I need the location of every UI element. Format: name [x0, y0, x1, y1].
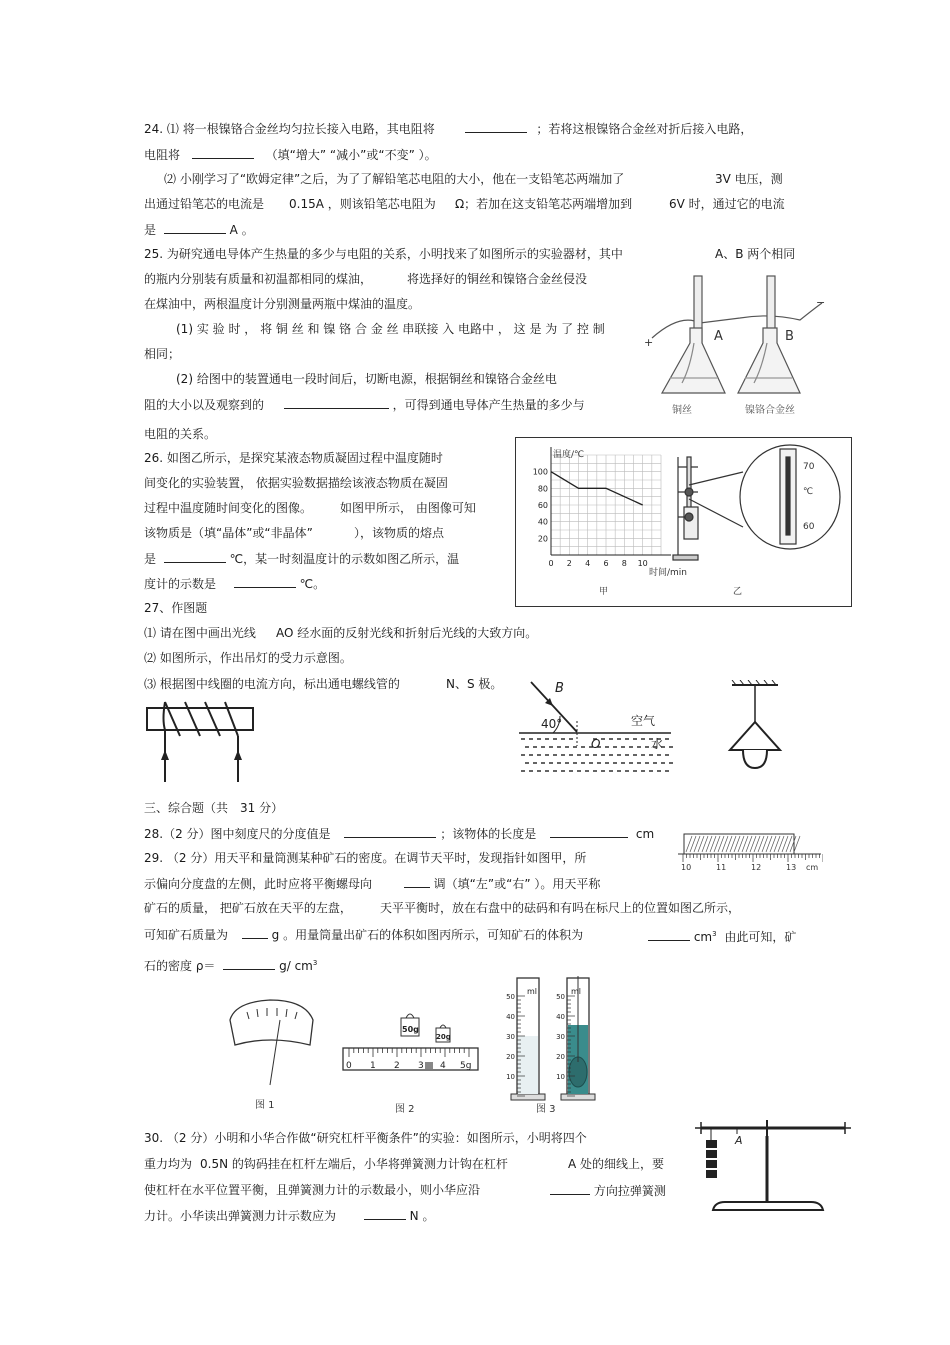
therm-tick-60: 60 [803, 522, 815, 532]
q27-line1-b: AO 经水面的反射光线和折射后光线的大致方向。 [276, 626, 538, 640]
scale-2: 2 [394, 1061, 400, 1071]
air-label: 空气 [631, 714, 656, 728]
y-tick-100: 100 [532, 467, 548, 477]
q30-blank-1[interactable] [550, 1182, 590, 1195]
q24-blank-1[interactable] [465, 120, 527, 133]
q24-line5: 是 A 。 [144, 223, 254, 237]
weight-50g: 50g [402, 1025, 419, 1034]
q26-line1: 26. 如图乙所示，是探究某液态物质凝固过程中温度随时 [144, 451, 443, 465]
y-tick-60: 60 [537, 501, 548, 510]
q24-blank-3[interactable] [164, 221, 226, 234]
caption-jia: 甲 [599, 587, 609, 597]
terminal-plus: + [644, 336, 654, 349]
q24-line1: 24. ⑴ 将一根镍铬合金丝均匀拉长接入电路，其电阻将 ；若将这根镍铬合金丝对折后接入电路， [144, 122, 753, 136]
q30-line3: 使杠杆在水平位置平衡，且弹簧测力计的示数最小，则小华应沿 [144, 1183, 481, 1197]
q26-line3-b: 如图甲所示， 由图像可知 [340, 501, 476, 515]
copper-wire-label: 铜丝 [672, 405, 692, 416]
lamp-figure [720, 680, 790, 776]
q29-line2: 示偏向分度盘的左侧，此时应将平衡螺母向 调（填“左”或“右” ）。用天平称 [144, 877, 601, 891]
solenoid-figure [140, 700, 260, 786]
cyl2-tick-10: 10 [556, 1073, 565, 1081]
q26-line2: 间变化的实验装置， 依据实验数据描绘该液态物质在凝固 [144, 476, 448, 490]
q26-line4: 该物质是（填“晶体”或“非晶体” [144, 526, 313, 540]
q29-line3: 矿石的质量， 把矿石放在天平的左盘， [144, 901, 352, 915]
q24-line4-b: 0.15A ，则该铅笔芯电阻为 [289, 197, 436, 211]
q27-line3-b: N、S 极。 [446, 677, 503, 691]
q28-blank-2[interactable] [550, 825, 628, 838]
cyl1-tick-20: 20 [506, 1053, 515, 1061]
fig2-caption: 图 2 [395, 1104, 415, 1115]
x-axis-label: 时间/min [649, 568, 688, 578]
q25-line1-end: A、B 两个相同 [715, 247, 796, 261]
scale-5g: 5g [460, 1061, 472, 1071]
q29-line1: 29. （2 分）用天平和量筒测某种矿石的密度。在调节天平时，发现指针如图甲，所 [144, 851, 587, 865]
q25-line2: 的瓶内分别装有质量和初温都相同的煤油， [144, 272, 373, 286]
q25-line7: 阻的大小以及观察到的 ，可得到通电导体产生热量的多少与 [144, 398, 585, 412]
y-axis-label: 温度/℃ [553, 450, 585, 460]
ruler-ticks [683, 854, 823, 862]
q30-line2: 重力均为 [144, 1157, 193, 1171]
x-tick-6: 6 [603, 559, 609, 568]
cyl1-tick-10: 10 [506, 1073, 515, 1081]
q25-line4: (1) 实 验 时 ， 将 铜 丝 和 镍 铬 合 金 丝 串联接 入 电路中 ， 这 是 为 了 控 制 [176, 322, 605, 336]
ruler-10: 10 [681, 863, 692, 872]
q29-line5: 石的密度 ρ＝ g/ $cm^3$ [144, 959, 318, 973]
x-tick-4: 4 [585, 559, 591, 568]
ruler-unit: cm [806, 863, 819, 872]
q29-line4-end: $cm^3$ 由此可知，矿 [648, 926, 796, 945]
q29-blank-2[interactable] [242, 926, 268, 939]
q25-line5: 相同； [144, 347, 181, 361]
q27-line2: ⑵ 如图所示，作出吊灯的受力示意图。 [144, 651, 352, 665]
cyl1-tick-40: 40 [506, 1013, 515, 1021]
x-tick-10: 10 [637, 559, 648, 568]
point-o-label: O [591, 737, 601, 751]
scale-0: 0 [346, 1061, 352, 1071]
q29-line3-b: 天平平衡时，放在右盘中的砝码和有吗在标尺上的位置如图乙所示， [380, 901, 741, 915]
q25-line6: (2) 给图中的装置通电一段时间后，切断电源，根据铜丝和镍铬合金丝电 [176, 372, 557, 386]
therm-tick-70: 70 [803, 462, 815, 472]
therm-unit: ℃ [803, 487, 814, 497]
q24-line4-d: 6V 时，通过它的电流 [669, 197, 785, 211]
ruler-figure [678, 832, 823, 874]
q26-line5: 是 ℃，某一时刻温度计的示数如图乙所示，温 [144, 552, 460, 566]
q25-line1: 25. 为研究通电导体产生热量的多少与电阻的关系，小明找来了如图所示的实验器材，其中 [144, 247, 623, 261]
ray-label-b: B [555, 681, 564, 696]
flask-label-a: A [714, 329, 723, 344]
y-tick-80: 80 [537, 484, 548, 494]
q27-line3: ⑶ 根据图中线圈的电流方向，标出通电螺线管的 [144, 677, 400, 691]
q24-line3: ⑵ 小刚学习了“欧姆定律”之后，为了了解铅笔芯电阻的大小，他在一支铅笔芯两端加了 [164, 172, 625, 186]
scale-4: 4 [440, 1061, 446, 1071]
ruler-12: 12 [751, 863, 762, 872]
weight-20g: 20g [436, 1033, 451, 1041]
q28-line: 28.（2 分）图中刻度尺的分度值是 ；该物体的长度是 cm [144, 827, 655, 841]
cyl1-tick-50: 50 [506, 993, 515, 1001]
scale-1: 1 [370, 1061, 376, 1071]
q28-blank-1[interactable] [344, 825, 436, 838]
angle-label: 40° [541, 717, 563, 731]
scale-3: 3 [418, 1061, 424, 1071]
cyl2-tick-40: 40 [556, 1013, 565, 1021]
reflection-figure [515, 676, 675, 780]
cyl1-unit: ml [527, 987, 538, 996]
q26-line4-b: ），该物质的熔点 [354, 526, 445, 540]
q30-blank-2[interactable] [364, 1207, 406, 1220]
q24-line4-c: Ω；若加在这支铅笔芯两端增加到 [455, 197, 633, 211]
solidification-figure [515, 437, 852, 607]
q25-line2-b: 将选择好的铜丝和镍铬合金丝侵没 [407, 272, 588, 286]
q30-line2-b: 0.5N 的钩码挂在杠杆左端后，小华将弹簧测力计钩在杠杆 [200, 1157, 508, 1171]
q24-line3-end: 3V 电压，测 [715, 172, 783, 186]
cyl1-tick-30: 30 [506, 1033, 515, 1041]
q26-line3: 过程中温度随时间变化的图像。 [144, 501, 313, 515]
q26-blank-1[interactable] [164, 550, 226, 563]
q29-line4: 可知矿石质量为 g 。用量筒量出矿石的体积如图丙所示，可知矿石的体积为 [144, 928, 584, 942]
caption-yi: 乙 [733, 587, 743, 597]
lever-figure [695, 1114, 855, 1218]
lever-point-a: A [735, 1134, 743, 1147]
q25-blank-1[interactable] [284, 396, 389, 409]
q24-line4: 出通过铅笔芯的电流是 [144, 197, 265, 211]
cyl2-tick-30: 30 [556, 1033, 565, 1041]
q26-line6: 度计的示数是 ℃。 [144, 577, 326, 591]
section-3-title: 三、综合题（共 31 分） [144, 801, 284, 815]
fig1-caption: 图 1 [255, 1100, 275, 1111]
q24-line2: 电阻将 （填“增大” “减小”或“不变” ）。 [144, 148, 437, 162]
terminal-minus: − [816, 296, 826, 309]
water-label: 水 [651, 737, 664, 751]
ruler-11: 11 [716, 863, 727, 872]
q27-title: 27、作图题 [144, 601, 208, 615]
q30-line3-end: 方向拉弹簧测 [550, 1182, 666, 1199]
nichrome-wire-label: 镍铬合金丝 [745, 405, 795, 416]
cyl2-tick-20: 20 [556, 1053, 565, 1061]
cyl2-tick-50: 50 [556, 993, 565, 1001]
fig3-caption: 图 3 [536, 1104, 556, 1115]
cyl2-unit: ml [571, 987, 582, 996]
ruler-13: 13 [786, 863, 797, 872]
q30-line1: 30. （2 分）小明和小华合作做“研究杠杆平衡条件”的实验：如图所示，小明将四个 [144, 1131, 587, 1145]
x-tick-2: 2 [566, 559, 572, 568]
q30-line4: 力计。小华读出弹簧测力计示数应为 N 。 [144, 1209, 435, 1223]
q27-line1: ⑴ 请在图中画出光线 [144, 626, 256, 640]
q25-line3: 在煤油中，两根温度计分别测量两瓶中煤油的温度。 [144, 297, 421, 311]
y-tick-20: 20 [537, 534, 548, 544]
x-tick-0: 0 [548, 559, 554, 568]
q30-line2-c: A 处的细线上，要 [568, 1157, 665, 1171]
x-tick-8: 8 [621, 559, 627, 568]
flask-label-b: B [785, 329, 794, 344]
q29-blank-1[interactable] [404, 875, 430, 888]
flasks-figure [640, 268, 830, 418]
q24-blank-2[interactable] [192, 146, 254, 159]
q29-blank-4[interactable] [223, 957, 275, 970]
q29-blank-3[interactable] [648, 928, 690, 941]
density-figures [225, 970, 605, 1118]
y-tick-40: 40 [537, 517, 548, 527]
q25-line8: 电阻的关系。 [144, 427, 217, 441]
q26-blank-2[interactable] [234, 575, 296, 588]
